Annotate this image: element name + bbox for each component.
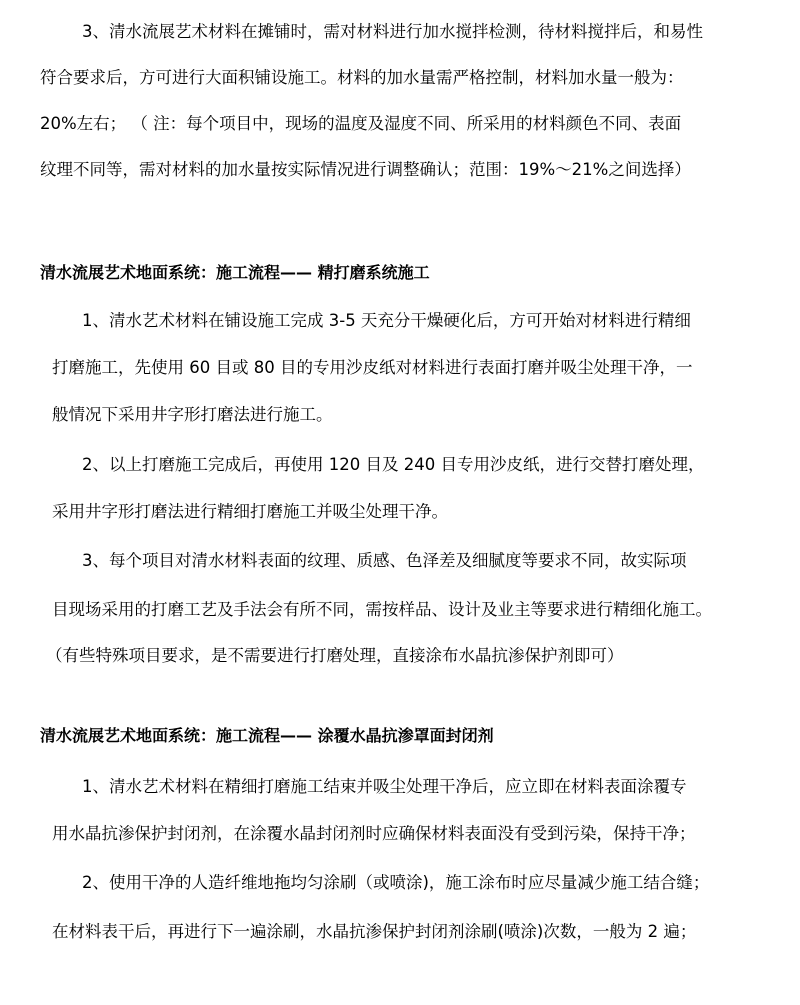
paragraph-line: 2、以上打磨施工完成后，再使用 120 目及 240 目专用沙皮纸，进行交替打磨处理， — [82, 455, 705, 474]
paragraph-line: 在材料表干后，再进行下一遍涂刷，水晶抗渗保护封闭剂涂刷(喷涂)次数，一般为 2 遍； — [52, 922, 697, 941]
paragraph-line: （有些特殊项目要求，是不需要进行打磨处理，直接涂布水晶抗渗保护剂即可） — [46, 646, 624, 665]
paragraph-line: 3、每个项目对清水材料表面的纹理、质感、色泽差及细腻度等要求不同，故实际项 — [82, 551, 687, 570]
paragraph-line: 3、清水流展艺术材料在摊铺时，需对材料进行加水搅拌检测，待材料搅拌后，和易性 — [82, 22, 703, 41]
paragraph-line: 打磨施工，先使用 60 目或 80 目的专用沙皮纸对材料进行表面打磨并吸尘处理干净，一 — [52, 358, 693, 377]
section-heading: 清水流展艺术地面系统：施工流程—— 精打磨系统施工 — [40, 263, 430, 282]
paragraph-line: 20%左右； （ 注：每个项目中，现场的温度及湿度不同、所采用的材料颜色不同、表面 — [40, 114, 682, 133]
paragraph-line: 符合要求后，方可进行大面积铺设施工。材料的加水量需严格控制，材料加水量一般为： — [40, 68, 684, 87]
paragraph-line: 1、清水艺术材料在精细打磨施工结束并吸尘处理干净后，应立即在材料表面涂覆专 — [82, 777, 687, 796]
paragraph-line: 用水晶抗渗保护封闭剂，在涂覆水晶封闭剂时应确保材料表面没有受到污染，保持干净； — [52, 824, 696, 843]
section-heading: 清水流展艺术地面系统：施工流程—— 涂覆水晶抗渗罩面封闭剂 — [40, 726, 494, 745]
paragraph-line: 般情况下采用井字形打磨法进行施工。 — [52, 405, 333, 424]
paragraph-line: 纹理不同等，需对材料的加水量按实际情况进行调整确认；范围：19%～21%之间选择） — [40, 160, 691, 179]
paragraph-line: 采用井字形打磨法进行精细打磨施工并吸尘处理干净。 — [52, 502, 448, 521]
paragraph-line: 目现场采用的打磨工艺及手法会有所不同，需按样品、设计及业主等要求进行精细化施工。 — [52, 600, 712, 619]
paragraph-line: 1、清水艺术材料在铺设施工完成 3-5 天充分干燥硬化后，方可开始对材料进行精细 — [82, 311, 691, 330]
paragraph-line: 2、使用干净的人造纤维地拖均匀涂刷（或喷涂)，施工涂布时应尽量减少施工结合缝； — [82, 873, 710, 892]
